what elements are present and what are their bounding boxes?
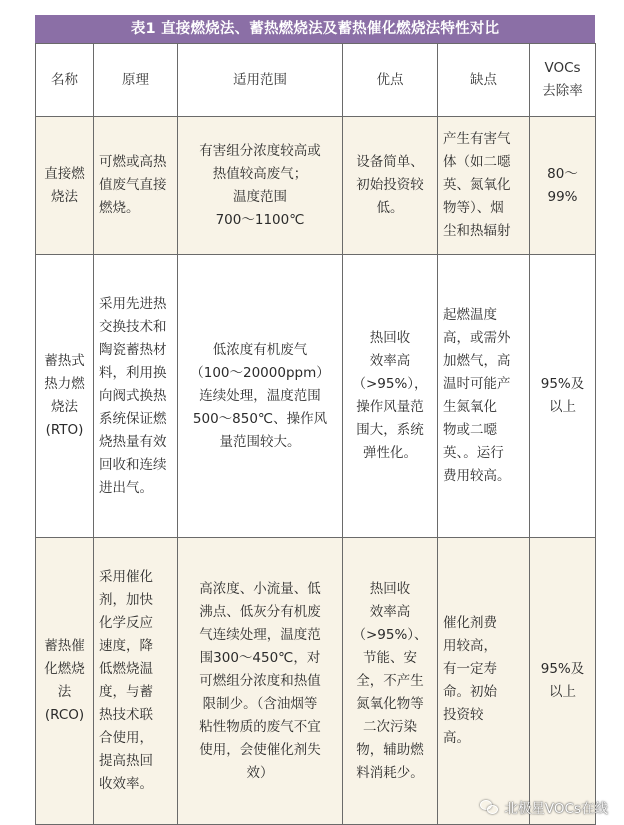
cell-line: 80～	[547, 165, 578, 182]
cell-line: 气连续处理，温度范	[199, 626, 321, 643]
cell-line: 可燃或高热	[99, 154, 167, 170]
cell-line: 95%及	[540, 376, 585, 392]
cell-pros	[343, 538, 438, 825]
table-row	[36, 538, 596, 825]
cell-line: 尘和热辐射	[443, 223, 511, 239]
cell-line: 系统保证燃	[99, 410, 167, 427]
cell-principle	[94, 255, 178, 538]
cell-line: 向阀式换热	[99, 387, 167, 404]
header-removal-line2: 去除率	[542, 83, 583, 99]
cell-line: 量范围较大。	[219, 433, 301, 450]
cell-line: 以上	[549, 399, 576, 415]
cell-line: 命。初始	[443, 684, 497, 700]
cell-line: 法	[57, 684, 72, 700]
cell-principle	[94, 117, 178, 255]
cell-line: 陶瓷蓄热材	[99, 341, 167, 358]
cell-scope	[178, 255, 343, 538]
cell-line: 使用，会使催化剂失	[199, 741, 321, 758]
cell-line: 700～1100℃	[215, 211, 305, 228]
cell-line: 起燃温度	[443, 307, 497, 323]
cell-line: 高浓度、小流量、低	[199, 580, 321, 597]
cell-line: 烧法	[51, 188, 78, 205]
cell-line: 节能、安	[363, 649, 417, 666]
header-cons: 缺点	[438, 44, 530, 117]
cell-line: 设备简单、	[356, 154, 424, 170]
header-pros: 优点	[343, 44, 438, 117]
cell-line: 采用先进热	[99, 295, 167, 312]
cell-principle	[94, 538, 178, 825]
cell-line: 95%及	[540, 661, 585, 677]
cell-line: 热值较高废气；	[212, 165, 308, 182]
cell-pros	[343, 117, 438, 255]
cell-line: 500～850℃、操作风	[192, 410, 328, 427]
cell-line: 高。	[443, 730, 470, 746]
cell-line: 度，与蓄	[99, 684, 153, 700]
cell-line: 低浓度有机废气	[212, 341, 308, 358]
cell-line: 蓄热式	[44, 353, 85, 369]
cell-line: 全，不产生	[356, 672, 424, 689]
cell-line: 氮氧化物等	[356, 695, 424, 712]
cell-line: 温时可能产	[443, 376, 511, 392]
cell-line: 直接燃	[44, 165, 85, 182]
cell-line: 有一定寿	[443, 661, 497, 677]
cell-line: 限制少。（含油烟等	[202, 695, 318, 712]
cell-line: 进出气。	[99, 479, 153, 496]
cell-name	[36, 255, 94, 538]
table-row	[36, 117, 596, 255]
cell-line: 物，辅助燃	[356, 741, 424, 758]
cell-line: 沸点、低灰分有机废	[199, 603, 321, 620]
cell-name	[36, 538, 94, 825]
cell-name	[36, 117, 94, 255]
cell-line: 化学反应	[99, 615, 153, 631]
cell-line: 热力燃	[44, 376, 85, 392]
cell-line: 99%	[547, 188, 578, 205]
watermark	[480, 796, 608, 818]
cell-line: 初始投资较	[356, 177, 424, 193]
cell-line: 粘性物质的废气不宜	[199, 718, 321, 735]
cell-cons	[438, 117, 530, 255]
cell-pros	[343, 255, 438, 538]
cell-line: 弹性化。	[363, 445, 417, 461]
header-scope: 适用范围	[178, 44, 343, 117]
cell-line: 效率高	[369, 603, 411, 620]
cell-line: 有害组分浓度较高或	[199, 142, 321, 159]
header-principle: 原理	[94, 44, 178, 117]
cell-line: 提高热回	[99, 753, 153, 769]
cell-line: (RTO)	[45, 422, 84, 438]
header-row	[36, 44, 596, 117]
header-name: 名称	[36, 44, 94, 117]
cell-scope	[178, 117, 343, 255]
header-removal	[530, 44, 596, 117]
cell-line: 效）	[246, 764, 274, 781]
cell-line: 催化剂费	[443, 615, 497, 631]
cell-line: 料，利用换	[99, 364, 167, 381]
cell-line: 烧热量有效	[99, 433, 167, 450]
cell-removal	[530, 255, 596, 538]
cell-line: 物或二噁	[443, 422, 497, 438]
cell-line: 加燃气，高	[443, 353, 511, 369]
cell-line: 生氮氧化	[443, 399, 497, 415]
cell-line: 热回收	[369, 580, 411, 597]
comparison-table	[35, 43, 596, 825]
cell-line: (RCO)	[44, 707, 85, 723]
cell-removal	[530, 117, 596, 255]
cell-removal	[530, 538, 596, 825]
cell-line: 二次污染	[363, 718, 417, 735]
header-removal-line1: VOCs	[544, 60, 581, 76]
watermark-text: 北极星VOCs在线	[504, 801, 608, 817]
cell-line: 物等）、烟	[443, 200, 504, 216]
cell-line: 费用较高。	[443, 468, 511, 484]
cell-cons	[438, 538, 530, 825]
cell-line: 料消耗少。	[356, 764, 424, 781]
cell-line: （100～20000ppm）	[190, 364, 330, 381]
cell-line: 低燃烧温	[99, 661, 153, 677]
cell-line: 热回收	[369, 330, 411, 346]
cell-line: （>95%），	[352, 376, 428, 392]
cell-line: 剂，加快	[99, 592, 153, 608]
cell-line: 效率高	[369, 353, 411, 369]
cell-scope	[178, 538, 343, 825]
cell-line: 热技术联	[99, 707, 153, 723]
cell-line: 以上	[549, 684, 576, 700]
cell-line: 收效率。	[99, 776, 153, 792]
table-title: 表1 直接燃烧法、蓄热燃烧法及蓄热催化燃烧法特性对比	[35, 15, 595, 43]
cell-line: 操作风量范	[356, 399, 424, 415]
cell-line: 化燃烧	[44, 661, 85, 677]
cell-line: 烧法	[51, 399, 78, 415]
cell-line: 用较高，	[443, 638, 497, 654]
cell-line: 可燃组分浓度和热值	[199, 672, 321, 689]
cell-line: 值废气直接	[99, 177, 167, 193]
cell-line: 蓄热催	[44, 638, 85, 654]
cell-line: 回收和连续	[99, 456, 167, 473]
cell-line: 合使用，	[99, 730, 153, 746]
cell-line: 高，或需外	[443, 330, 511, 346]
cell-line: 速度，降	[99, 638, 153, 654]
cell-line: （>95%）、	[352, 626, 428, 643]
cell-line: 低。	[376, 200, 404, 216]
cell-line: 围300～450℃，对	[199, 649, 321, 666]
cell-line: 温度范围	[233, 188, 287, 205]
cell-line: 燃烧。	[99, 200, 140, 216]
cell-line: 投资较	[443, 707, 484, 723]
cell-line: 英、氮氧化	[443, 177, 511, 193]
cell-line: 英、。运行	[443, 445, 504, 461]
cell-line: 围大，系统	[356, 422, 424, 438]
cell-line: 体（如二噁	[443, 154, 511, 170]
table-row	[36, 255, 596, 538]
cell-line: 交换技术和	[99, 318, 167, 335]
cell-line: 采用催化	[99, 569, 153, 585]
cell-cons	[438, 255, 530, 538]
cell-line: 产生有害气	[443, 131, 511, 147]
wechat-icon	[480, 799, 498, 815]
cell-line: 连续处理，温度范围	[199, 387, 321, 404]
